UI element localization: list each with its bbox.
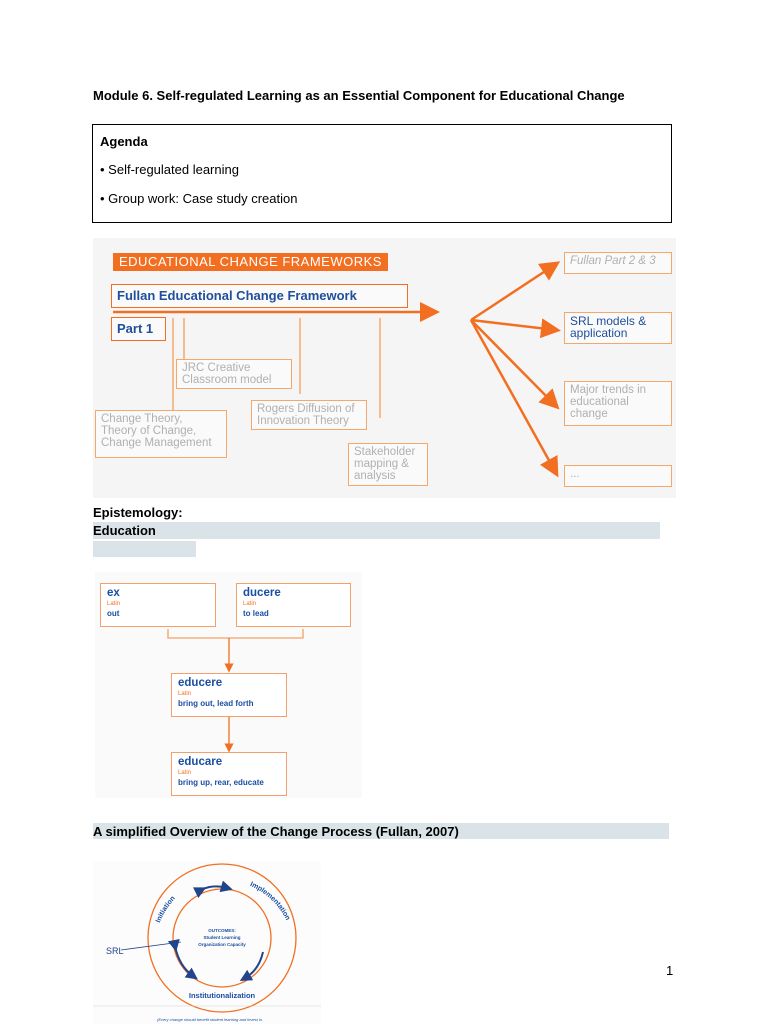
frameworks-figure xyxy=(93,238,676,498)
srl-label: SRL xyxy=(106,946,124,956)
etym-lang: Latin xyxy=(178,770,192,776)
change-process-diagram xyxy=(93,862,321,1024)
etym-lang: Latin xyxy=(178,691,192,697)
org-capacity-label: Organization Capacity xyxy=(198,942,246,947)
agenda-item: • Self-regulated learning xyxy=(100,162,239,177)
etym-meaning: to lead xyxy=(243,609,269,618)
etym-ex-box xyxy=(100,583,216,627)
implementation-label: Implementation xyxy=(248,881,292,922)
etymology-figure xyxy=(95,572,362,798)
etym-lang: Latin xyxy=(107,601,121,607)
etym-meaning: out xyxy=(107,609,120,618)
change-process-heading: A simplified Overview of the Change Process (Fullan, 2007) xyxy=(93,824,459,839)
rogers-box: Rogers Diffusion of Innovation Theory xyxy=(251,400,367,430)
etym-meaning: bring up, rear, educate xyxy=(178,778,264,787)
student-learning-label: Student Learning xyxy=(203,935,241,940)
part1-box: Part 1 xyxy=(111,317,166,341)
stakeholder-box: Stakeholder mapping & analysis xyxy=(348,443,428,486)
major-trends-box: Major trends in educational change xyxy=(564,381,672,426)
etym-lang: Latin xyxy=(243,601,257,607)
etym-educare-box xyxy=(171,752,287,796)
institutionalization-label: Institutionalization xyxy=(188,991,256,1000)
etym-educere-box xyxy=(171,673,287,717)
change-theory-box: Change Theory, Theory of Change, Change Management xyxy=(95,410,227,458)
change-process-figure xyxy=(93,862,321,1024)
etym-word: ducere xyxy=(243,587,281,599)
outcomes-label: OUTCOMES: xyxy=(208,928,236,933)
srl-models-box: SRL models & application xyxy=(564,312,672,344)
fullan-part23-box: Fullan Part 2 & 3 xyxy=(564,252,672,274)
document-title: Module 6. Self-regulated Learning as an Essential Component for Educational Change xyxy=(93,88,625,103)
jrc-box: JRC Creative Classroom model xyxy=(176,359,292,389)
ellipsis-box: ... xyxy=(564,465,672,487)
etym-meaning: bring out, lead forth xyxy=(178,699,254,708)
footer-note: (Every change should benefit student learning and invest in xyxy=(157,1017,262,1022)
empty-highlight xyxy=(93,541,196,557)
initiation-label: Initiation xyxy=(155,894,177,924)
etym-ducere-box xyxy=(236,583,351,627)
fullan-framework-box: Fullan Educational Change Framework xyxy=(111,284,408,308)
etym-word: educere xyxy=(178,677,223,689)
frameworks-banner: EDUCATIONAL CHANGE FRAMEWORKS xyxy=(113,253,388,271)
agenda-heading: Agenda xyxy=(100,134,148,149)
agenda-box xyxy=(92,124,672,223)
etym-word: educare xyxy=(178,756,223,768)
epistemology-label: Epistemology: xyxy=(93,505,183,520)
education-highlight xyxy=(93,522,660,539)
page-number: 1 xyxy=(666,963,674,978)
agenda-item: • Group work: Case study creation xyxy=(100,191,298,206)
education-label: Education xyxy=(93,523,156,538)
etym-word: ex xyxy=(107,587,120,599)
